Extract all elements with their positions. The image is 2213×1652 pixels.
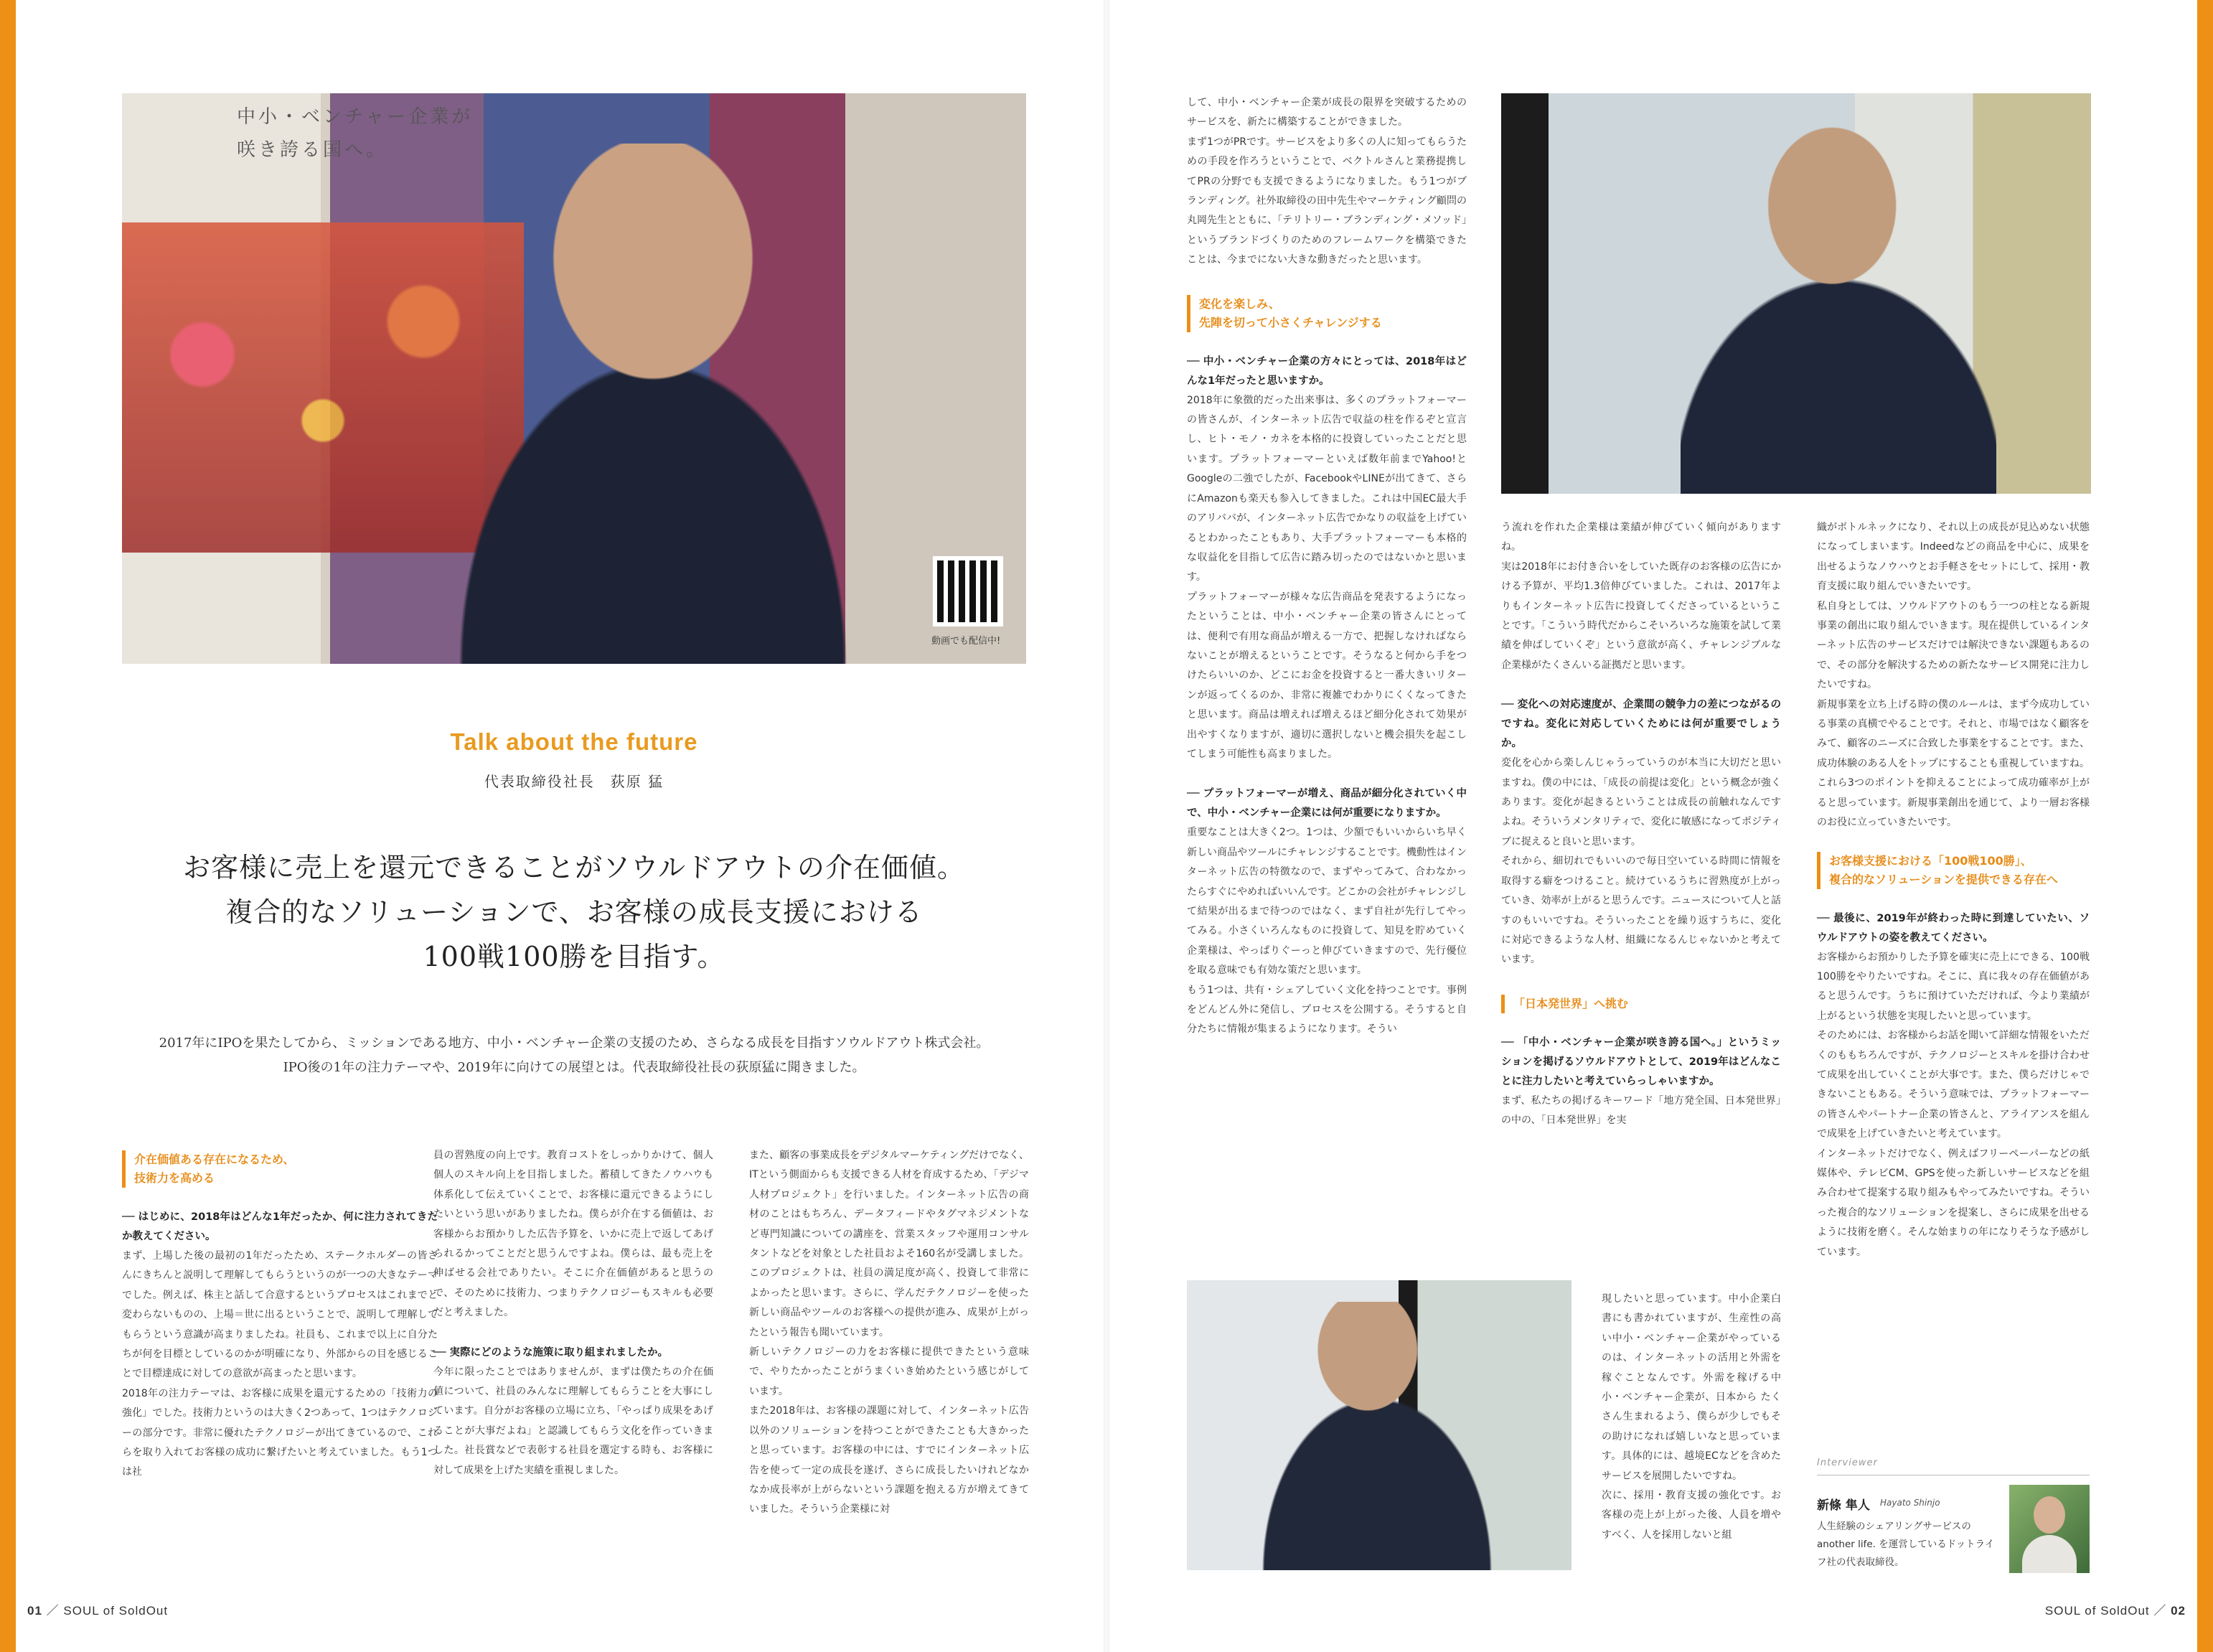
wall-slogan-line-2: 咲き誇る国へ。 — [237, 139, 388, 161]
spread-gutter — [1104, 0, 1109, 1652]
subheading-3-line-1: 「日本発世界」へ挑む — [1513, 996, 1629, 1010]
wall-slogan — [237, 100, 473, 166]
magazine-title-right: SOUL of SoldOut ／ — [2044, 1604, 2167, 1618]
question-7: ── 最後に、2019年が終わった時に到達していたい、ソウルドアウトの姿を教えてください。 — [1817, 912, 2090, 944]
question-2: ── 実際にどのような施策に取り組まれましたか。 — [433, 1346, 669, 1358]
paragraph: 新しいテクノロジーの力をお客様に提供できたという意味で、やりたかったことがうまくいき始めたという感じがしています。 — [749, 1346, 1029, 1397]
left-orange-edge — [0, 0, 16, 1652]
folio-left — [27, 1600, 168, 1618]
subheading-2-line-2: 先陣を切って小さくチャレンジする — [1199, 315, 1382, 329]
question-3: ── 中小・ベンチャー企業の方々にとっては、2018年はどんな1年だったと思いますか。 — [1187, 355, 1467, 387]
subheading-3 — [1501, 995, 1781, 1013]
headline-line-3: 100戦100勝を目指す。 — [423, 941, 725, 972]
paragraph: お客様からお預かりした予算を確実に売上にできる、100戦100勝をやりたいですね。そこに、真に我々の存在価値があると思うんです。うちに預けていただければ、今より業績が上がるという状態を実現したいと思っています。 — [1817, 951, 2090, 1022]
paragraph: まず、私たちの掲げるキーワード「地方発全国、日本発世界」の中の、「日本発世界」を実 — [1501, 1094, 1781, 1127]
article-column-6 — [1817, 518, 2090, 1262]
article-column-2 — [433, 1146, 713, 1480]
subheading-2 — [1187, 295, 1467, 332]
paragraph: また、顧客の事業成長をデジタルマーケティングだけでなく、ITという側面からも支援できる人材を育成するため、「デジマ人材プロジェクト」を行いました。インターネット広告の商材のことはもちろん、データフィードやタグマネジメントなど専門知識についての講座を、営業スタッフや運用コンサルタントなどを対象とした社員およそ160名が受講しました。このプロジェクトは、社員の満足度が高く、投資して非常によかったと思います。さらに、学んだテクノロジーを使った新しい商品やツールのお客様への提供が進み、成果が上がったという報告も聞いています。 — [749, 1150, 1029, 1338]
question-5: ── 変化への対応速度が、企業間の競争力の差につながるのですね。変化に対応していくためには何が重要でしょうか。 — [1501, 699, 1781, 750]
interviewer-name-roman: Hayato Shinjo — [1880, 1498, 1940, 1508]
hero-portrait-photo — [122, 93, 1026, 664]
paragraph: 2018年の注力テーマは、お客様に成果を還元するための「技術力の強化」でした。技術力というのは大きく2つあって、1つはテクノロジーの部分です。非常に優れたテクノロジーが出てきているので、これらを取り入れてお客様の成功に繋げたいと考えていました。もう1つは社 — [122, 1387, 438, 1478]
qr-code[interactable] — [933, 556, 1003, 626]
paragraph: それから、細切れでもいいので毎日空いている時間に情報を取得する癖をつけること。続けているうちに習熟度が上がっていき、効率が上がると思うんです。ニュースについて人と話すのもいいですね。そういったことを繰り返すうちに、変化に対応できるような人材、組織になるんじゃないかと考えています。 — [1501, 855, 1781, 966]
question-4: ── プラットフォーマーが増え、商品が細分化されていく中で、中小・ベンチャー企業には何が重要になりますか。 — [1187, 788, 1467, 820]
page-number-right: 02 — [2171, 1604, 2186, 1618]
subheading-1 — [122, 1150, 438, 1188]
interviewer-name: 新條 隼人 — [1817, 1498, 1870, 1513]
page-number-left: 01 — [27, 1604, 42, 1618]
paragraph: 現したいと思っています。中小企業白書にも書かれていますが、生産性の高い中小・ベンチャー企業がやっているのは、インターネットの活用と外需を稼ぐことなんです。外需を稼げる中小・ベンチャー企業が、日本から たくさん生まれるよう、僕らが少しでもその助けになれば嬉しいなと思っています。具体的には、越境ECなどを含めたサービスを展開したいですね。 — [1602, 1293, 1781, 1482]
subheading-1-line-2: 技術力を高める — [134, 1171, 215, 1185]
paragraph: また2018年は、お客様の課題に対して、インターネット広告以外のソリューションを持つことができたことも大きかったと思っています。お客様の中には、すでにインターネット広告を使って一定の成長を遂げ、さらに成長したいけれどなかなか成長率が上がらないという課題を抱える方が増えてきていました。そういう企業様に対 — [749, 1405, 1029, 1516]
magazine-title-left: ／ SOUL of SoldOut — [46, 1604, 169, 1618]
question-6: ── 「中小・ベンチャー企業が咲き誇る国へ。」というミッションを掲げるソウルドアウトとして、2019年はどんなことに注力したいと考えていらっしゃいますか。 — [1501, 1036, 1781, 1087]
ceo-gesture-photo — [1501, 93, 2091, 494]
headline-line-1: お客様に売上を還元できることがソウルドアウトの介在価値。 — [183, 852, 965, 883]
paragraph: 変化を心から楽しんじゃうっていうのが本当に大切だと思いますね。僕の中には、「成長の前提は変化」という概念が強くあります。変化が起きるということは成長の前触れなんですよね。そういうメンタリティで、変化に敏感になってポジティブに捉えると良いと思います。 — [1501, 757, 1781, 848]
speaker-title: 代表取締役社長 荻原 猛 — [484, 773, 664, 790]
qr-caption: 動画でも配信中! — [931, 636, 1001, 647]
paragraph: 今年に限ったことではありませんが、まずは僕たちの介在価値について、社員のみんなに理解してもらうことを大事にしています。自分がお客様の立場に立ち、「やっぱり成果をあげることが大事だよね」と認識してもらう文化を作っていきました。社長賞などで表彰する社員を選定する時も、お客様に対して成果を上げた実績を重視しました。 — [433, 1366, 713, 1476]
paragraph: そのためには、お客様からお話を聞いて詳細な情報をいただくのももちろんですが、テクノロジーとスキルを掛け合わせて成果を出していくことが大事です。また、僕らだけじゃできないこともある。そういう意味では、プラットフォーマーの皆さんやパートナー企業の皆さんと、アライアンスを組んで成果を上げていきたいと考えています。 — [1817, 1030, 2090, 1140]
article-column-5 — [1501, 518, 1781, 1131]
paragraph: 員の習熟度の向上です。教育コストをしっかりかけて、個人個人のスキル向上を目指しました。蓄積してきたノウハウも体系化して伝えていくことで、お客様に還元できるようにしたいという思いがありましたね。僕らが介在する価値は、お客様からお預かりした広告予算を、いかに売上で返してあげられるかってことだと思うんですよね。僕らは、最も売上を伸ばせる会社でありたい。そこに介在価値があると思うので、そのために技術力、つまりテクノロジーもスキルも必要だと考えました。 — [433, 1150, 713, 1319]
paragraph: インターネットだけでなく、例えばフリーペーパーなどの紙媒体や、テレビCM、GPSを使った新しいサービスなどを組み合わせて提案する取り組みもやってみたいですね。そういった複合的なソリューションを提案し、さらに成果を出せるように技術を磨く。そんな始まりの年になりそうな予感がしています。 — [1817, 1148, 2090, 1258]
article-column-4 — [1187, 93, 1467, 1040]
ceo-figure — [1259, 1302, 1495, 1570]
lead-line-2: IPO後の1年の注力テーマや、2019年に向けての展望とは。代表取締役社長の荻原猛に聞きました。 — [283, 1060, 865, 1075]
ceo-figure — [1681, 115, 1996, 494]
article-column-1 — [122, 1146, 438, 1483]
interviewer-body — [2022, 1535, 2077, 1573]
article-column-5-wrap — [1602, 1290, 1781, 1545]
subheading-4-line-1: お客様支援における「100戦100勝」、 — [1829, 853, 2032, 868]
paragraph: 次に、採用・教育支援の強化です。お客様の売上が上がった後、人員を増やすべく、人を採用しないと組 — [1602, 1490, 1781, 1541]
paragraph: う流れを作れた企業様は業績が伸びていく傾向がありますね。 — [1501, 522, 1781, 553]
kicker: Talk about the future — [450, 728, 698, 755]
paragraph: 織がボトルネックになり、それ以上の成長が見込めない状態になってしまいます。Indeedなどの商品を中心に、成果を出せるようなノウハウとお手軽さをセットにして、採用・教育支援に取り組んでいきたいです。 — [1817, 522, 2090, 593]
lead-paragraph — [122, 1031, 1026, 1080]
paragraph: 私自身としては、ソウルドアウトのもう一つの柱となる新規事業の創出に取り組んでいきます。現在提供しているインターネット広告のサービスだけでは解決できない課題もあるので、その部分を解決するための新たなサービス開発に注力したいですね。 — [1817, 600, 2090, 691]
subheading-4-line-2: 複合的なソリューションを提供できる存在へ — [1829, 872, 2058, 886]
interviewer-photo — [2009, 1485, 2090, 1573]
headline — [122, 845, 1026, 979]
paragraph: もう1つは、共有・シェアしていく文化を持つことです。事例をどんどん外に発信し、プロセスを公開する。そうすると自分たちに情報が集まるようになります。そうい — [1187, 984, 1467, 1036]
folio-right — [2045, 1600, 2186, 1618]
ceo-talking-photo — [1187, 1280, 1571, 1570]
paragraph: まず、上場した後の最初の1年だったため、ステークホルダーの皆さんにきちんと説明して理解してもらうというのが一つの大きなテーマでした。例えば、株主と話して合意するというプロセスはこれまでと変わらないものの、上場＝世に出るということで、説明して理解してもらうという意識が高まりましたね。社員も、これまで以上に自分たちが何を目標としているのかが明確になり、外部からの目を感じることで目標達成に対しての意欲が高まったと思います。 — [122, 1250, 438, 1380]
interviewer-face — [2034, 1496, 2065, 1534]
intro-block — [122, 728, 1026, 791]
headline-line-2: 複合的なソリューションで、お客様の成長支援における — [225, 896, 923, 928]
question-1: ── はじめに、2018年はどんな1年だったか、何に注力されてきたか教えてください。 — [122, 1211, 438, 1242]
paragraph: プラットフォーマーが様々な広告商品を発表するようになったということは、中小・ベンチャー企業の皆さんにとっては、便利で有用な商品が増える一方で、把握しなければならないことが増えるということです。そうなると何から手をつけたらいいのか、どこにお金を投資すると一番大きいリターンが返ってくるのか、非常に複雑でわかりにくくなってきたと思います。商品は増えれば増えるほど細分化されて効果が出やすくなりますが、適切に選択しないと機会損失を起こしてしまう可能性も高まりました。 — [1187, 591, 1467, 760]
paragraph: まず1つがPRです。サービスをより多くの人に知ってもらうための手段を作ろうということで、ベクトルさんと業務提携してPRの分野でも支援できるようになりました。もう1つがブランディング。社外取締役の田中先生やマーケティング顧問の丸岡先生とともに、「テリトリー・ブランディング・メソッド」というブランドづくりのためのフレームワークを構築できたことは、今までにない大きな動きだったと思います。 — [1187, 136, 1467, 266]
subheading-2-line-1: 変化を楽しみ、 — [1199, 296, 1280, 311]
paragraph: 重要なことは大きく2つ。1つは、少額でもいいからいち早く新しい商品やツールにチャレンジすることです。機動性はインターネット広告の特徴なので、まずやってみて、合わなかったらすぐにやめればいいんです。どこかの会社がチャレンジして結果が出るまで待つのではなく、まず自社が先行してやってみる。小さくいろんなものに投資して、知見を貯めていく企業様は、やっぱりぐーっと伸びていきますので、先行優位を取る意味でも有効な策だと思います。 — [1187, 827, 1467, 977]
interviewer-description: 人生経験のシェアリングサービスのanother life. を運営しているドットライフ社の代表取締役。 — [1817, 1521, 1995, 1568]
article-column-3 — [749, 1146, 1029, 1520]
lead-line-1: 2017年にIPOを果たしてから、ミッションである地方、中小・ベンチャー企業の支援のため、さらなる成長を目指すソウルドアウト株式会社。 — [159, 1036, 990, 1051]
paragraph: 2018年に象徴的だった出来事は、多くのプラットフォーマーの皆さんが、インターネット広告で収益の柱を作るぞと宣言し、ヒト・モノ・カネを本格的に投資していったことだと思います。プラットフォーマーといえば数年前までYahoo!とGoogleの二強でしたが、FacebookやLINEが出てきて、さらにAmazonも楽天も参入してきました。これは中国EC最大手のアリババが、インターネット広告でかなりの収益を上げているとわかったこともあり、大手プラットフォーマーも本格的な収益化を目指して広告に踏み切ったのではないかと思います。 — [1187, 394, 1467, 583]
interviewer-label: Interviewer — [1817, 1458, 1878, 1468]
subheading-1-line-1: 介在価値ある存在になるため、 — [134, 1153, 295, 1166]
paragraph: して、中小・ベンチャー企業が成長の限界を突破するためのサービスを、新たに構築することができました。 — [1187, 97, 1467, 128]
paragraph: 実は2018年にお付き合いをしていた既存のお客様の広告にかける予算が、平均1.3倍伸びていました。これは、2017年よりもインターネット広告に投資してくださっているということです。「こういう時代だからこそいろいろな施策を試して業績を伸ばしていくぞ」という意欲が高く、チャレンジブルな企業様がたくさんいる証拠だと思います。 — [1501, 560, 1781, 671]
paragraph: 新規事業を立ち上げる時の僕のルールは、まず今成功している事業の真横でやることです。それと、市場ではなく顧客をみて、顧客のニーズに合致した事業をすることです。また、成功体験のある人をトップにすることも重視していますね。これら3つのポイントを抑えることによって成功確率が上がると思っています。新規事業創出を通じて、より一層お客様のお役に立っていきたいです。 — [1817, 698, 2090, 829]
right-orange-edge — [2197, 0, 2213, 1652]
wall-slogan-line-1: 中小・ベンチャー企業が — [237, 106, 474, 128]
ceo-figure — [459, 144, 847, 664]
subheading-4 — [1817, 852, 2090, 889]
